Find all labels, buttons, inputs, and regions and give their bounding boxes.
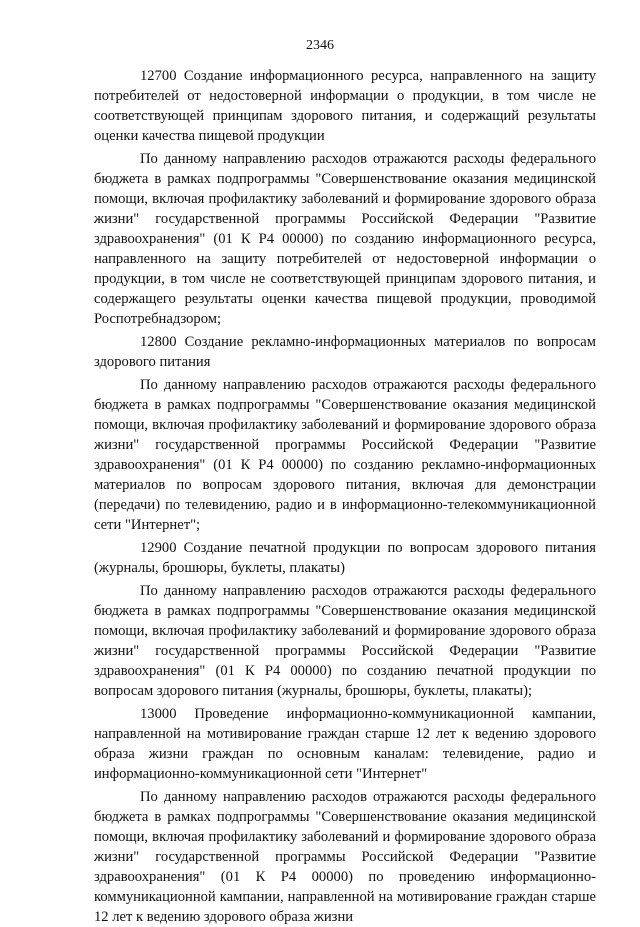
section-body-13000: По данному направлению расходов отражаются расходы федерального бюджета в рамках подпрограммы "Совершенствование оказания медицинской помощи, включая профилактику заболеваний и формирование здорового образа жизни" государственной программы Российской Федерации "Развитие здравоохранения" (01 К Р4 00000) по проведению информационно-коммуникационной кампании, направленной на мотивирование граждан старше 12 лет к ведению здорового образа жизни [94, 789, 596, 925]
section-heading-12900: 12900 Создание печатной продукции по вопросам здорового питания (журналы, брошюры, буклеты, плакаты) [94, 540, 596, 576]
section-heading-13000: 13000 Проведение информационно-коммуникационной кампании, направленной на мотивирование граждан старше 12 лет к ведению здорового образа жизни граждан по основным каналам: телевидение, радио и информационно-коммуникационной сети "Интернет" [94, 706, 596, 782]
section-body-12700: По данному направлению расходов отражаются расходы федерального бюджета в рамках подпрограммы "Совершенствование оказания медицинской помощи, включая профилактику заболеваний и формирование здорового образа жизни" государственной программы Российской Федерации "Развитие здравоохранения" (01 К Р4 00000) по созданию информационного ресурса, направленного на защиту потребителей от недостоверной информации о продукции, в том числе не соответствующей принципам здорового питания, и содержащего результаты оценки качества пищевой продукции, проводимой Роспотребнадзором; [94, 151, 596, 327]
page-number: 2346 [306, 38, 334, 53]
section-heading-12700: 12700 Создание информационного ресурса, направленного на защиту потребителей от недостоверной информации о продукции, в том числе не соответствующей принципам здорового питания, и содержащий результаты оценки качества пищевой продукции [94, 68, 596, 144]
section-heading-12800: 12800 Создание рекламно-информационных материалов по вопросам здорового питания [94, 334, 596, 370]
section-body-12900: По данному направлению расходов отражаются расходы федерального бюджета в рамках подпрограммы "Совершенствование оказания медицинской помощи, включая профилактику заболеваний и формирование здорового образа жизни" государственной программы Российской Федерации "Развитие здравоохранения" (01 К Р4 00000) по созданию печатной продукции по вопросам здорового питания (журналы, брошюры, буклеты, плакаты); [94, 583, 596, 699]
document-text [94, 66, 596, 927]
section-body-12800: По данному направлению расходов отражаются расходы федерального бюджета в рамках подпрограммы "Совершенствование оказания медицинской помощи, включая профилактику заболеваний и формирование здорового образа жизни" государственной программы Российской Федерации "Развитие здравоохранения" (01 К Р4 00000) по созданию рекламно-информационных материалов по вопросам здорового питания, включая для демонстрации (передачи) по телевидению, радио и в информационно-телекоммуникационной сети "Интернет"; [94, 377, 596, 533]
